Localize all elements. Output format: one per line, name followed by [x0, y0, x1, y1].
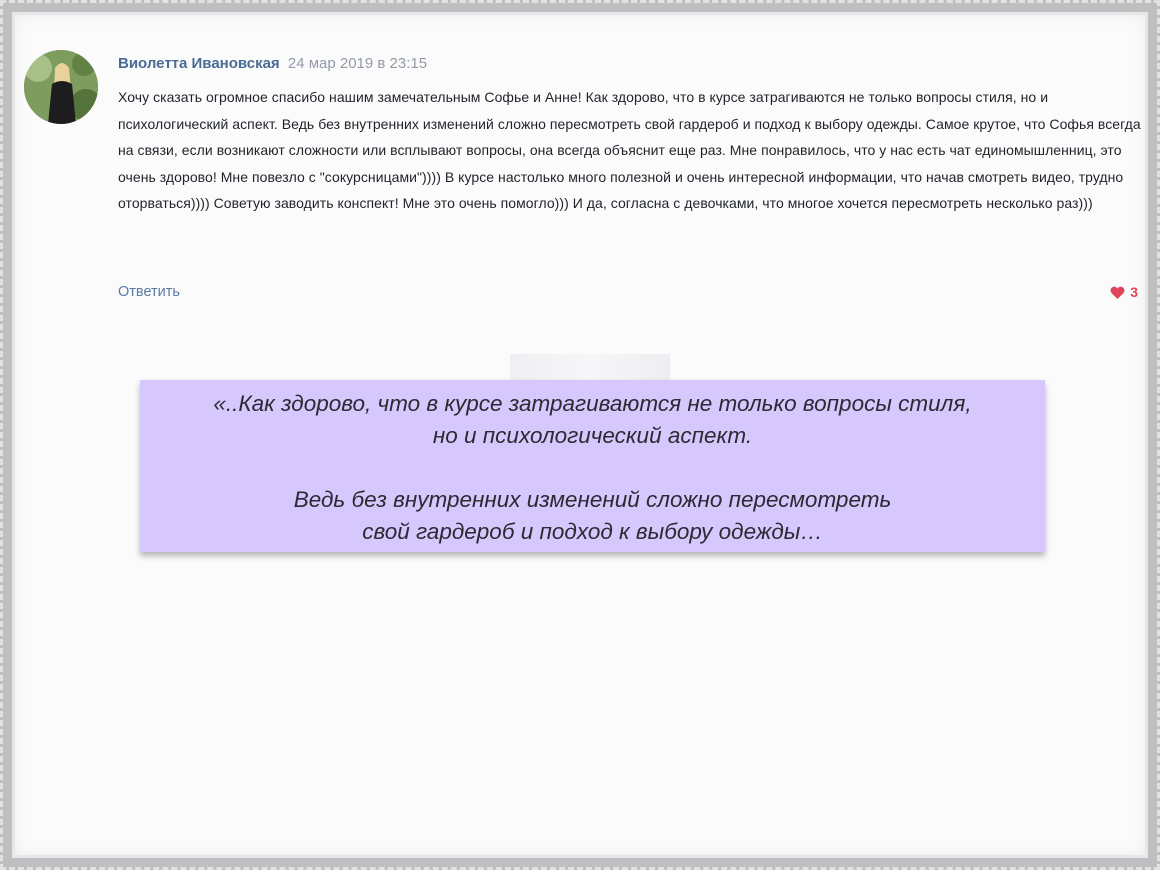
comment-text: Хочу сказать огромное спасибо нашим замечательным Софье и Анне! Как здорово, что в курсе затрагиваются не только вопросы стиля, но и психологический аспект. Ведь без внутренних изменений сложно пересмотреть свой гардероб и подход к выбору одежды. Самое крутое, что Софья всегда на связи, если возникают сложности или всплывают вопросы, она всегда объяснит еще раз. Мне понравилось, что у нас есть чат единомышленниц, это очень здорово! Мне повезло с "сокурсницами")))) В курсе настолько много полезной и очень интересной информации, что начав смотреть видео, трудно оторваться)))) Советую заводить конспект! Мне это очень помогло))) И да, согласна с девочками, что многое хочется пересмотреть несколько раз))) [118, 89, 1141, 211]
avatar-photo-icon [24, 50, 98, 124]
quote-line-4: свой гардероб и подход к выбору одежды… [362, 519, 823, 544]
user-avatar[interactable] [24, 50, 98, 124]
quote-line-1: «..Как здорово, что в курсе затрагиваются не только вопросы стиля, [213, 391, 972, 416]
author-name[interactable]: Виолетта Ивановская [118, 55, 280, 72]
likes-count: 3 [1130, 284, 1138, 300]
quote-line-2: но и психологический аспект. [432, 423, 753, 448]
author-line [118, 54, 427, 74]
faded-overlay-strip [510, 354, 670, 382]
comment-post [24, 38, 1152, 328]
post-date[interactable]: 24 мар 2019 в 23:15 [287, 55, 428, 72]
quote-spacer [140, 452, 1045, 484]
quote-line-3: Ведь без внутренних изменений сложно пересмотреть [293, 487, 892, 512]
heart-icon [1110, 286, 1125, 299]
quote-box [140, 380, 1045, 552]
reply-button[interactable]: Ответить [118, 284, 180, 300]
like-button[interactable] [1110, 284, 1138, 300]
